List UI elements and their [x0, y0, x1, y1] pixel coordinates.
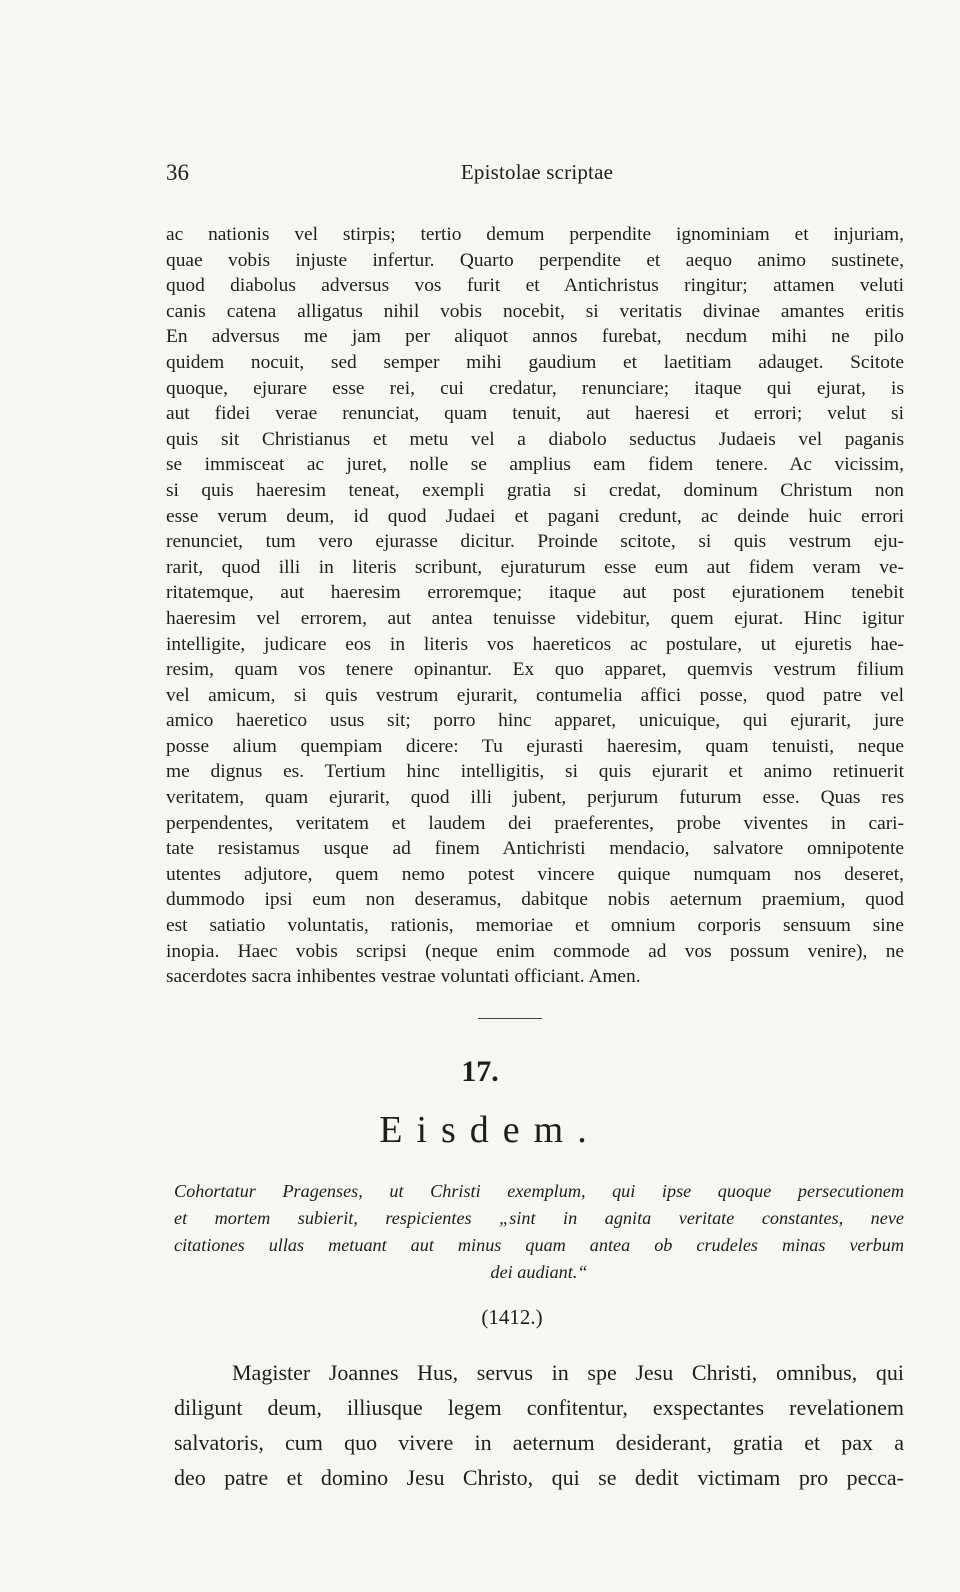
body-line: aut fidei verae renunciat, quam tenuit, aut haeresi et errori; velut si	[166, 403, 904, 425]
summary-line: dei audiant.“	[490, 1262, 588, 1282]
letter-date: (1412.)	[481, 1305, 543, 1329]
body-line: utentes adjutore, quem nemo potest vincere quique numquam nos deseret,	[166, 863, 904, 885]
body-line: tate resistamus usque ad finem Antichristi mendacio, salvatore omnipotente	[166, 838, 904, 860]
body-line: ritatemque, aut haeresim erroremque; itaque aut post ejurationem tenebit	[166, 582, 904, 604]
letter-title: Eisdem.	[379, 1109, 601, 1151]
body-line: me dignus es. Tertium hinc intelligitis, si quis ejurarit et animo retinuerit	[166, 761, 904, 783]
summary-line: citationes ullas metuant aut minus quam antea ob crudeles minas verbum	[174, 1235, 904, 1255]
body-line: quae vobis injuste infertur. Quarto perpendite et aequo animo sustinete,	[166, 249, 904, 271]
body-line: dummodo ipsi eum non deseramus, dabitque nobis aeternum praemium, quod	[166, 889, 904, 911]
opening-line: Magister Joannes Hus, servus in spe Jesu Christi, omnibus, qui	[232, 1360, 904, 1385]
summary-line: et mortem subierit, respicientes „sint in agnita veritate constantes, neve	[174, 1208, 904, 1228]
body-line: posse alium quempiam dicere: Tu ejurasti haeresim, quam tenuisti, neque	[166, 735, 904, 757]
running-head: Epistolae scriptae	[460, 160, 614, 184]
letter-number: 17.	[461, 1055, 499, 1088]
body-text	[166, 222, 904, 990]
body-line: haeresim vel errorem, aut antea tenuisse videbitur, quem ejurat. Hinc igitur	[166, 607, 904, 629]
body-line: est satiatio voluntatis, rationis, memoriae et omnium corporis sensuum sine	[166, 915, 904, 937]
section-divider	[478, 1018, 542, 1019]
body-line: quoque, ejurare esse rei, cui credatur, renunciare; itaque qui ejurat, is	[166, 377, 904, 399]
body-line: quidem nocuit, sed semper mihi gaudium et laetitiam adauget. Scitote	[166, 351, 904, 373]
summary-line: Cohortatur Pragenses, ut Christi exemplum, qui ipse quoque persecutionem	[174, 1181, 904, 1201]
body-line: renunciet, tum vero ejurasse dicitur. Proinde scitote, si quis vestrum eju-	[166, 531, 904, 553]
opening-line: salvatoris, cum quo vivere in aeternum desiderant, gratia et pax a	[174, 1430, 904, 1455]
letter-summary	[174, 1178, 904, 1286]
body-line: perpendentes, veritatem et laudem dei praeferentes, probe viventes in cari-	[166, 812, 904, 834]
letter-opening	[174, 1355, 904, 1495]
body-line: se immisceat ac juret, nolle se amplius eam fidem tenere. Ac vicissim,	[166, 454, 904, 476]
body-line: En adversus me jam per aliquot annos furebat, necdum mihi ne pilo	[166, 326, 904, 348]
body-line: si quis haeresim teneat, exempli gratia si credat, dominum Christum non	[166, 479, 904, 501]
body-line: rarit, quod illi in literis scribunt, ejuraturum esse eum aut fidem veram ve-	[166, 556, 904, 578]
body-line: resim, quam vos tenere opinantur. Ex quo apparet, quemvis vestrum filium	[166, 659, 904, 681]
body-line: quis sit Christianus et metu vel a diabolo seductus Judaeis vel paganis	[166, 428, 904, 450]
body-line: veritatem, quam ejurarit, quod illi jubent, perjurum futurum esse. Quas res	[166, 787, 904, 809]
body-line: intelligite, judicare eos in literis vos haereticos ac postulare, ut ejuretis hae-	[166, 633, 904, 655]
opening-line: deo patre et domino Jesu Christo, qui se dedit victimam pro pecca-	[174, 1465, 904, 1490]
body-line: amico haeretico usus sit; porro hinc apparet, unicuique, qui ejurarit, jure	[166, 710, 904, 732]
body-line: sacerdotes sacra inhibentes vestrae voluntati officiant. Amen.	[166, 966, 641, 988]
body-line: inopia. Haec vobis scripsi (neque enim commode ad vos possum venire), ne	[166, 940, 904, 962]
body-line: canis catena alligatus nihil vobis nocebit, si veritatis divinae amantes eritis	[166, 300, 904, 322]
opening-line: diligunt deum, illiusque legem confitentur, exspectantes revelationem	[174, 1395, 904, 1420]
body-line: vel amicum, si quis vestrum ejurarit, contumelia affici posse, quod patre vel	[166, 684, 904, 706]
page-header	[166, 160, 908, 194]
page-number: 36	[166, 160, 189, 185]
body-line: quod diabolus adversus vos furit et Antichristus ringitur; attamen veluti	[166, 275, 904, 297]
body-line: ac nationis vel stirpis; tertio demum perpendite ignominiam et injuriam,	[166, 224, 904, 245]
body-line: esse verum deum, id quod Judaei et pagani credunt, ac deinde huic errori	[166, 505, 904, 527]
